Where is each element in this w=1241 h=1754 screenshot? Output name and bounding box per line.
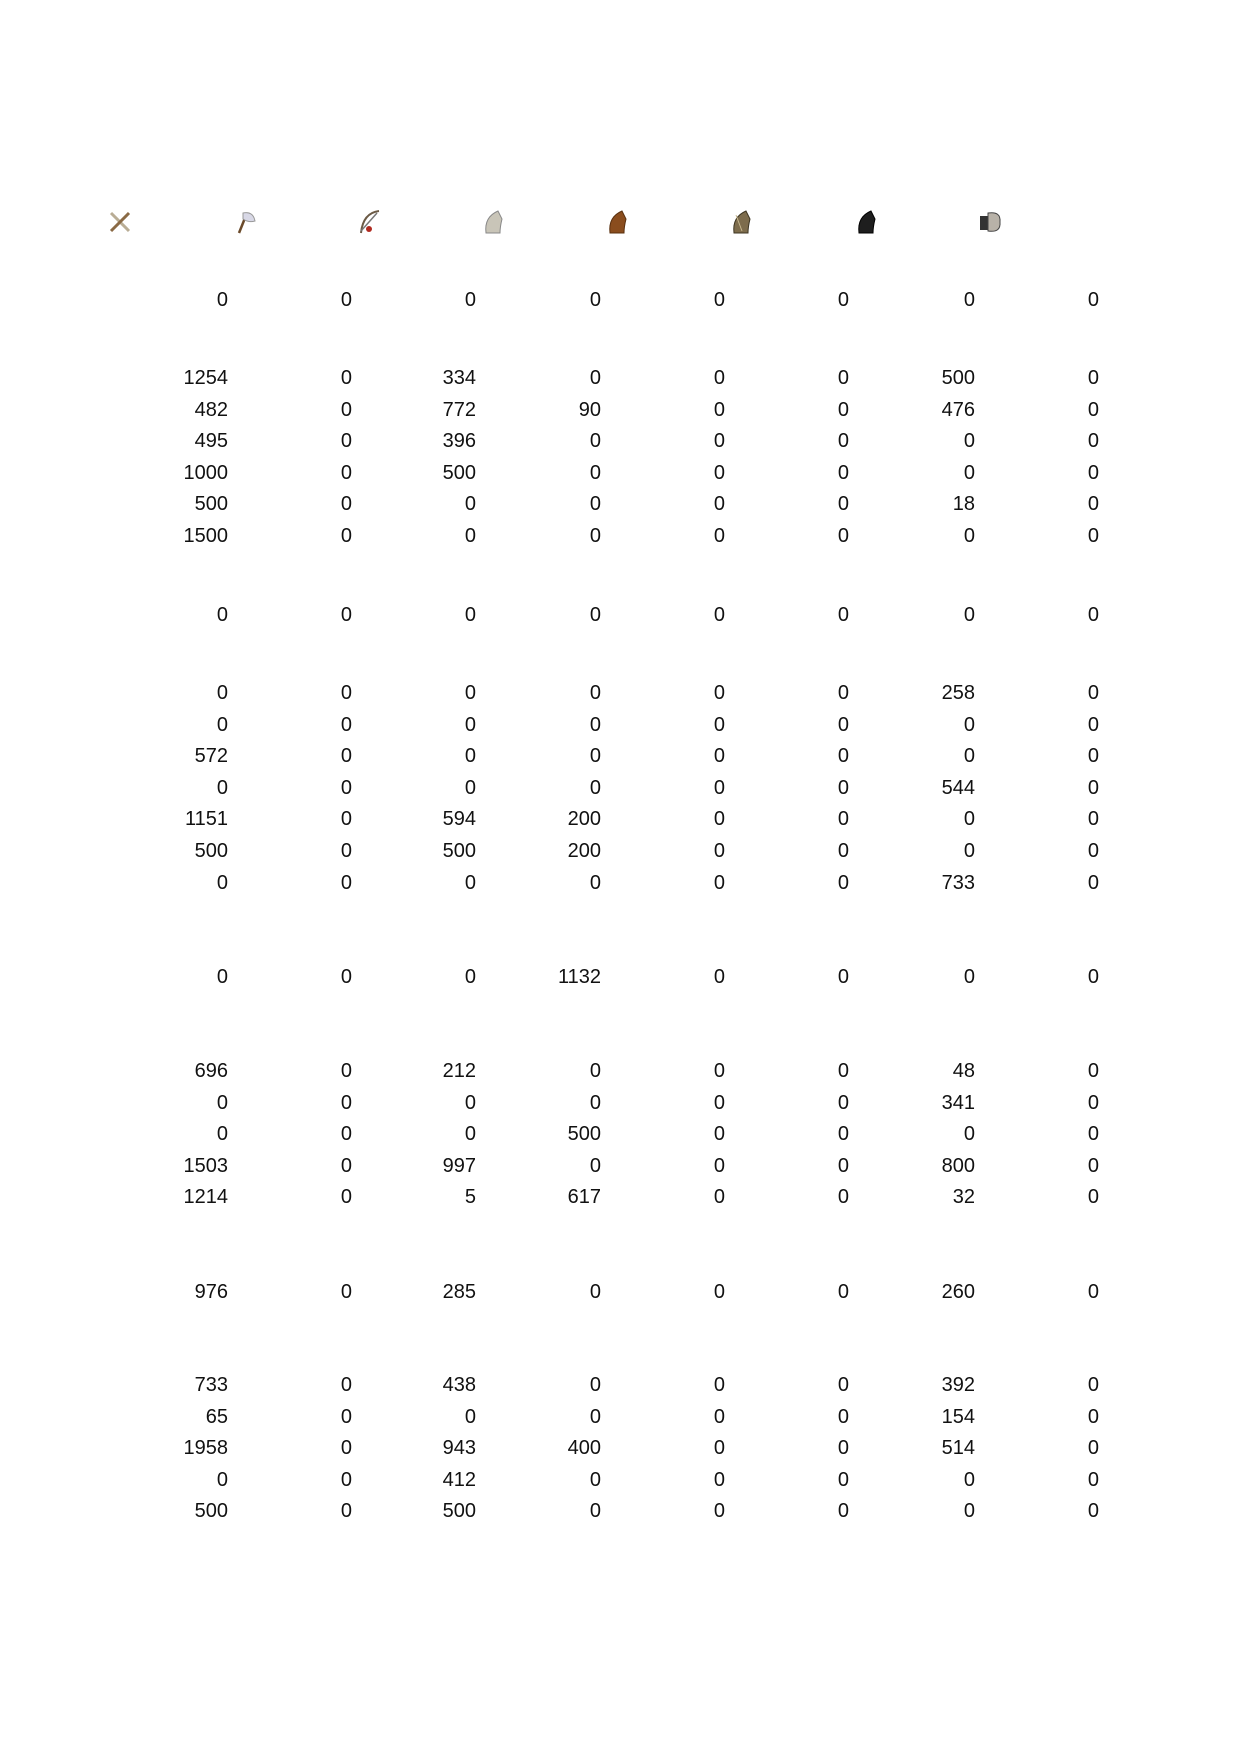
table-cell: 0 [589,745,601,768]
table-row [0,363,1241,395]
table-cell: 0 [340,713,352,736]
table-cell: 0 [340,398,352,421]
table-cell: 0 [837,966,849,988]
table-cell: 0 [589,1500,601,1523]
table-cell: 1132 [557,966,601,988]
table-cell: 0 [1087,461,1099,484]
table-cell: 0 [713,839,725,862]
table-cell: 0 [340,776,352,799]
table-cell: 0 [1087,289,1099,311]
table-cell: 0 [1087,493,1099,516]
table-cell: 0 [713,1186,725,1209]
table-cell: 0 [837,289,849,311]
table-cell: 0 [963,745,975,768]
table-cell: 0 [1087,1500,1099,1523]
table-cell: 943 [442,1437,476,1460]
table-cell: 0 [963,839,975,862]
table-cell: 0 [713,430,725,453]
table-cell: 0 [713,1123,725,1146]
table-cell: 0 [1087,1123,1099,1146]
table-cell: 0 [589,1468,601,1491]
table-cell: 500 [442,461,476,484]
table-cell: 212 [442,1060,476,1082]
table-cell: 0 [216,682,228,704]
table-cell: 0 [464,713,476,736]
table-cell: 0 [340,1500,352,1523]
table-cell: 0 [589,776,601,799]
table-cell: 0 [464,776,476,799]
row-group [0,1370,1241,1528]
table-row [0,1465,1241,1497]
table-cell: 0 [1087,398,1099,421]
table-cell: 0 [340,1281,352,1303]
table-cell: 0 [216,776,228,799]
brown-horse-icon [602,207,632,237]
table-cell: 0 [340,966,352,988]
table-row [0,1402,1241,1434]
table-cell: 0 [837,1405,849,1428]
table-cell: 200 [567,839,601,862]
table-cell: 0 [1087,966,1099,988]
table-cell: 0 [589,682,601,704]
table-cell: 0 [589,871,601,894]
table-row [0,1056,1241,1088]
table-cell: 0 [837,745,849,768]
table-row [0,1182,1241,1214]
table-cell: 0 [1087,1281,1099,1303]
table-cell: 0 [1087,839,1099,862]
table-cell: 0 [340,1405,352,1428]
table-cell: 0 [837,1281,849,1303]
table-cell: 0 [464,1405,476,1428]
table-cell: 341 [941,1091,975,1114]
table-cell: 0 [340,1468,352,1491]
table-cell: 0 [216,1123,228,1146]
table-cell: 200 [567,808,601,831]
table-cell: 48 [952,1060,975,1082]
table-cell: 0 [340,745,352,768]
row-group [0,285,1241,317]
table-cell: 0 [340,367,352,389]
table-cell: 0 [713,1468,725,1491]
table-cell: 1214 [183,1186,228,1209]
table-cell: 0 [1087,745,1099,768]
table-cell: 500 [941,367,975,389]
row-group [0,363,1241,553]
table-row [0,1496,1241,1528]
table-cell: 0 [464,1091,476,1114]
table-cell: 733 [941,871,975,894]
table-cell: 0 [464,1123,476,1146]
table-cell: 0 [713,871,725,894]
table-cell: 0 [589,289,601,311]
table-cell: 594 [442,808,476,831]
table-cell: 0 [1087,1060,1099,1082]
table-cell: 0 [837,1123,849,1146]
table-cell: 5 [464,1186,476,1209]
table-cell: 0 [1087,1154,1099,1177]
table-row [0,710,1241,742]
table-cell: 0 [340,808,352,831]
table-cell: 0 [1087,1405,1099,1428]
table-cell: 285 [442,1281,476,1303]
table-cell: 0 [1087,367,1099,389]
table-cell: 0 [216,871,228,894]
table-cell: 0 [837,398,849,421]
table-row [0,868,1241,900]
table-cell: 0 [464,493,476,516]
table-cell: 0 [1087,1374,1099,1396]
table-cell: 0 [216,289,228,311]
table-cell: 0 [713,682,725,704]
table-cell: 0 [837,1060,849,1082]
table-cell: 0 [837,1091,849,1114]
table-cell: 32 [952,1186,975,1209]
crossed-swords-icon [105,207,135,237]
row-group [0,600,1241,632]
shield-icon [975,207,1005,237]
bow-arrows-icon [353,207,383,237]
table-cell: 0 [464,289,476,311]
table-cell: 0 [837,367,849,389]
table-cell: 0 [340,461,352,484]
table-cell: 500 [567,1123,601,1146]
row-group [0,962,1241,994]
table-cell: 0 [216,713,228,736]
table-cell: 0 [963,808,975,831]
table-cell: 0 [837,871,849,894]
table-cell: 733 [194,1374,228,1396]
table-cell: 0 [713,1405,725,1428]
table-cell: 0 [963,604,975,626]
table-cell: 0 [340,1186,352,1209]
table-cell: 0 [1087,1186,1099,1209]
table-cell: 0 [963,289,975,311]
table-cell: 0 [340,1374,352,1396]
table-cell: 0 [340,289,352,311]
table-cell: 0 [464,604,476,626]
table-cell: 500 [194,493,228,516]
table-row [0,1370,1241,1402]
table-cell: 0 [216,966,228,988]
table-cell: 65 [205,1405,228,1428]
table-row [0,773,1241,805]
table-row [0,395,1241,427]
table-cell: 500 [194,839,228,862]
table-cell: 997 [442,1154,476,1177]
table-cell: 0 [963,966,975,988]
table-cell: 0 [589,430,601,453]
table-cell: 0 [837,1437,849,1460]
table-cell: 500 [442,839,476,862]
table-cell: 0 [713,604,725,626]
armored-horse-icon [726,207,756,237]
table-cell: 0 [589,1405,601,1428]
table-cell: 0 [963,1500,975,1523]
table-cell: 0 [713,713,725,736]
table-cell: 0 [589,493,601,516]
table-cell: 696 [194,1060,228,1082]
table-cell: 0 [713,966,725,988]
table-cell: 772 [442,398,476,421]
table-cell: 495 [194,430,228,453]
table-cell: 0 [1087,808,1099,831]
table-cell: 0 [589,1154,601,1177]
table-cell: 0 [837,1186,849,1209]
table-cell: 396 [442,430,476,453]
table-cell: 0 [340,682,352,704]
table-cell: 0 [713,1437,725,1460]
table-cell: 0 [713,1374,725,1396]
table-cell: 0 [837,461,849,484]
table-cell: 0 [589,367,601,389]
table-cell: 0 [464,524,476,547]
table-cell: 392 [941,1374,975,1396]
table-cell: 0 [340,430,352,453]
table-cell: 0 [340,1123,352,1146]
table-cell: 0 [713,289,725,311]
table-cell: 572 [194,745,228,768]
table-cell: 0 [216,1091,228,1114]
table-row [0,804,1241,836]
table-cell: 0 [837,776,849,799]
table-cell: 0 [963,1123,975,1146]
table-row [0,962,1241,994]
table-row [0,678,1241,710]
table-cell: 0 [464,966,476,988]
table-cell: 0 [1087,1468,1099,1491]
table-cell: 0 [1087,682,1099,704]
table-cell: 334 [442,367,476,389]
table-cell: 0 [589,713,601,736]
table-cell: 0 [963,1468,975,1491]
table-cell: 0 [216,1468,228,1491]
table-cell: 1151 [184,808,228,831]
table-cell: 0 [713,776,725,799]
table-cell: 0 [837,1500,849,1523]
table-cell: 0 [464,682,476,704]
table-cell: 500 [194,1500,228,1523]
table-cell: 0 [216,604,228,626]
battle-axe-icon [229,207,259,237]
table-row [0,600,1241,632]
table-cell: 0 [464,871,476,894]
table-cell: 0 [340,839,352,862]
table-cell: 0 [340,1154,352,1177]
table-cell: 0 [340,604,352,626]
table-cell: 0 [837,682,849,704]
table-cell: 0 [963,430,975,453]
table-row [0,521,1241,553]
table-cell: 1958 [183,1437,228,1460]
table-cell: 0 [713,398,725,421]
table-cell: 0 [837,524,849,547]
table-cell: 0 [713,1154,725,1177]
table-cell: 0 [837,430,849,453]
table-cell: 500 [442,1500,476,1523]
table-cell: 0 [1087,430,1099,453]
table-cell: 0 [589,1091,601,1114]
table-cell: 154 [941,1405,975,1428]
table-cell: 0 [340,493,352,516]
table-row [0,1151,1241,1183]
table-cell: 0 [1087,1091,1099,1114]
table-cell: 0 [837,1468,849,1491]
table-cell: 0 [589,1060,601,1082]
table-row [0,741,1241,773]
table-cell: 976 [194,1281,228,1303]
row-group [0,1277,1241,1309]
table-cell: 438 [442,1374,476,1396]
table-cell: 1000 [183,461,228,484]
black-horse-icon [851,207,881,237]
table-row [0,1277,1241,1309]
white-horse-icon [478,207,508,237]
table-cell: 0 [713,461,725,484]
table-cell: 0 [713,1500,725,1523]
table-cell: 0 [464,745,476,768]
table-cell: 260 [941,1281,975,1303]
table-cell: 0 [340,1437,352,1460]
table-cell: 90 [578,398,601,421]
table-cell: 0 [589,1281,601,1303]
table-cell: 0 [713,1091,725,1114]
table-cell: 0 [1087,871,1099,894]
table-cell: 0 [837,808,849,831]
table-cell: 0 [837,493,849,516]
table-cell: 514 [941,1437,975,1460]
table-cell: 0 [1087,776,1099,799]
row-group [0,1056,1241,1214]
table-cell: 0 [837,1374,849,1396]
row-group [0,678,1241,899]
table-cell: 0 [963,524,975,547]
table-row [0,426,1241,458]
table-cell: 0 [963,713,975,736]
table-cell: 1503 [183,1154,228,1177]
table-cell: 0 [1087,604,1099,626]
table-cell: 0 [713,808,725,831]
table-cell: 0 [340,1091,352,1114]
table-row [0,489,1241,521]
table-cell: 1500 [183,524,228,547]
table-cell: 258 [941,682,975,704]
table-cell: 476 [941,398,975,421]
table-cell: 0 [713,367,725,389]
table-cell: 0 [713,1060,725,1082]
table-cell: 0 [589,604,601,626]
table-cell: 412 [442,1468,476,1491]
table-cell: 482 [194,398,228,421]
table-cell: 0 [340,1060,352,1082]
table-cell: 0 [837,604,849,626]
table-row [0,1088,1241,1120]
table-cell: 0 [713,1281,725,1303]
table-cell: 0 [837,839,849,862]
table-row [0,1119,1241,1151]
table-cell: 0 [589,1374,601,1396]
table-cell: 0 [713,524,725,547]
table-cell: 800 [941,1154,975,1177]
table-cell: 544 [941,776,975,799]
table-cell: 0 [713,745,725,768]
table-cell: 0 [963,461,975,484]
table-cell: 0 [837,1154,849,1177]
table-cell: 0 [589,524,601,547]
table-row [0,285,1241,317]
table-row [0,836,1241,868]
table-cell: 0 [340,524,352,547]
table-cell: 0 [340,871,352,894]
table-row [0,458,1241,490]
table-cell: 1254 [183,367,228,389]
table-cell: 0 [1087,713,1099,736]
table-cell: 0 [589,461,601,484]
table-cell: 400 [567,1437,601,1460]
table-cell: 0 [837,713,849,736]
table-cell: 0 [1087,524,1099,547]
table-cell: 0 [1087,1437,1099,1460]
table-row [0,1433,1241,1465]
table-cell: 0 [713,493,725,516]
table-cell: 617 [567,1186,601,1209]
table-cell: 18 [952,493,975,516]
